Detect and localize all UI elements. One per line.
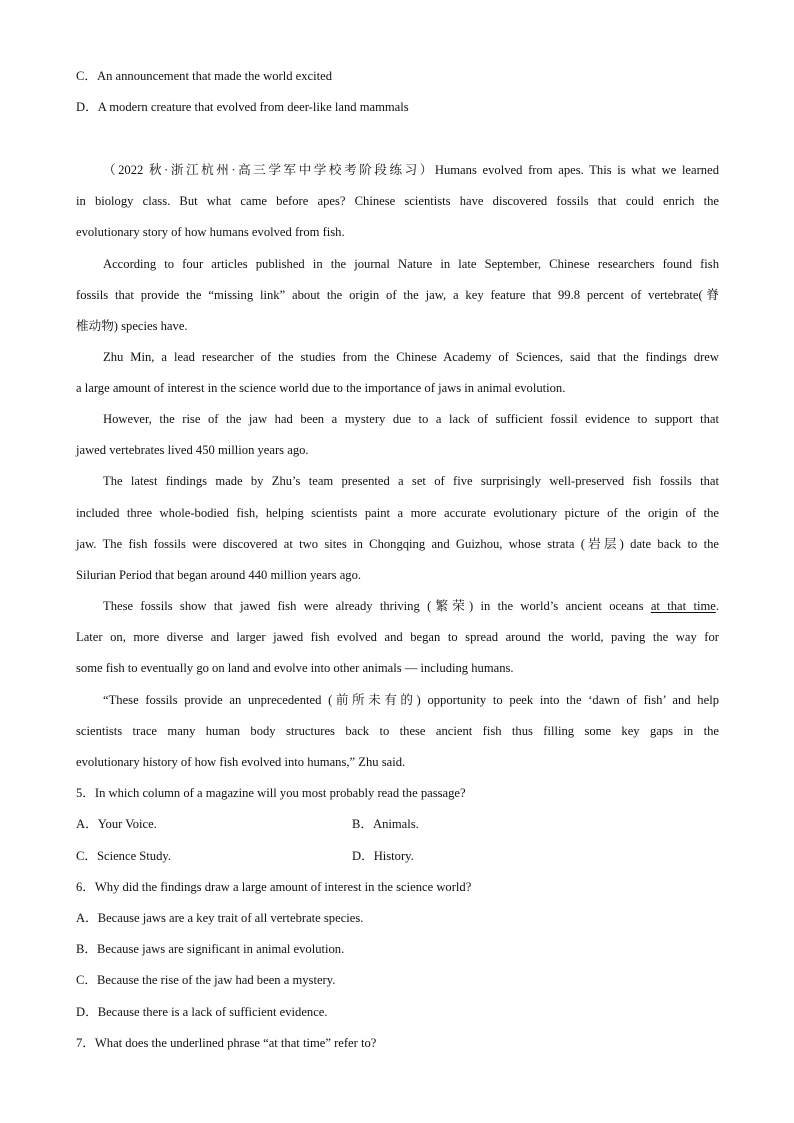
passage-p3-line2: a large amount of interest in the science world due to the importance of jaws in animal evolution. [76, 381, 566, 395]
passage-p7-line2: scientists trace many human body structures back to these ancient fish thus filling some key gaps in the [76, 724, 719, 738]
passage-p7-line1: “These fossils provide an unprecedented (前所未有的) opportunity to peek into the ‘dawn of fish’ and help [103, 693, 719, 707]
passage-p1-line1: （2022 秋·浙江杭州·高三学军中学校考阶段练习）Humans evolved from apes. This is what we learned [103, 163, 719, 177]
passage-p5-line2: included three whole-bodied fish, helping scientists paint a more accurate evolutionary picture of the origin of the [76, 506, 719, 520]
passage-p2-line1: According to four articles published in the journal Nature in late September, Chinese researchers found fish [103, 257, 719, 271]
passage-p5-line4: Silurian Period that began around 440 million years ago. [76, 568, 362, 582]
question-6-option-c: C．Because the rise of the jaw had been a mystery. [76, 973, 336, 987]
question-6-option-a: A．Because jaws are a key trait of all vertebrate species. [76, 911, 364, 925]
underlined-phrase: at that time [650, 599, 716, 613]
option-c-prev: C．An announcement that made the world excited [76, 69, 332, 83]
passage-p1-line2: in biology class. But what came before apes? Chinese scientists have discovered fossils that could enrich the [76, 194, 719, 208]
passage-p6-line2: Later on, more diverse and larger jawed fish evolved and began to spread around the world, paving the way for [76, 630, 719, 644]
passage-p1-line3: evolutionary story of how humans evolved from fish. [76, 225, 345, 239]
question-7-stem: 7．What does the underlined phrase “at that time” refer to? [76, 1036, 377, 1050]
passage-p4-line2: jawed vertebrates lived 450 million years ago. [76, 443, 309, 457]
passage-p4-line1: However, the rise of the jaw had been a mystery due to a lack of sufficient fossil evidence to support that [103, 412, 719, 426]
question-5-option-b: B．Animals. [352, 817, 419, 831]
question-6-stem: 6．Why did the findings draw a large amount of interest in the science world? [76, 880, 472, 894]
question-5-option-d: D．History. [352, 849, 414, 863]
passage-p2-line3: 椎动物) species have. [76, 319, 188, 333]
passage-p5-line3: jaw. The fish fossils were discovered at two sites in Chongqing and Guizhou, whose strata (岩层) date back to the [76, 537, 719, 551]
passage-p6-text-before: These fossils show that jawed fish were already thriving (繁荣) in the world’s ancient oceans [103, 599, 651, 613]
passage-p2-line2: fossils that provide the “missing link” about the origin of the jaw, a key feature that 99.8 percent of vertebrate(脊 [76, 288, 719, 302]
question-6-option-b: B．Because jaws are significant in animal evolution. [76, 942, 345, 956]
passage-p6-line1 [76, 598, 719, 614]
question-5-stem: 5．In which column of a magazine will you most probably read the passage? [76, 786, 466, 800]
passage-p3-line1: Zhu Min, a lead researcher of the studies from the Chinese Academy of Sciences, said that the findings drew [103, 350, 719, 364]
passage-p6-line3: some fish to eventually go on land and evolve into other animals — including humans. [76, 661, 514, 675]
passage-p7-line3: evolutionary history of how fish evolved into humans,” Zhu said. [76, 755, 406, 769]
passage-p6-text-after: . [715, 599, 719, 613]
passage-p5-line1: The latest findings made by Zhu’s team presented a set of five surprisingly well-preserved fish fossils that [103, 474, 719, 488]
question-6-option-d: D．Because there is a lack of sufficient evidence. [76, 1005, 328, 1019]
option-d-prev: D．A modern creature that evolved from deer-like land mammals [76, 100, 409, 114]
question-5-option-c: C．Science Study. [76, 849, 172, 863]
question-5-option-a: A．Your Voice. [76, 817, 157, 831]
